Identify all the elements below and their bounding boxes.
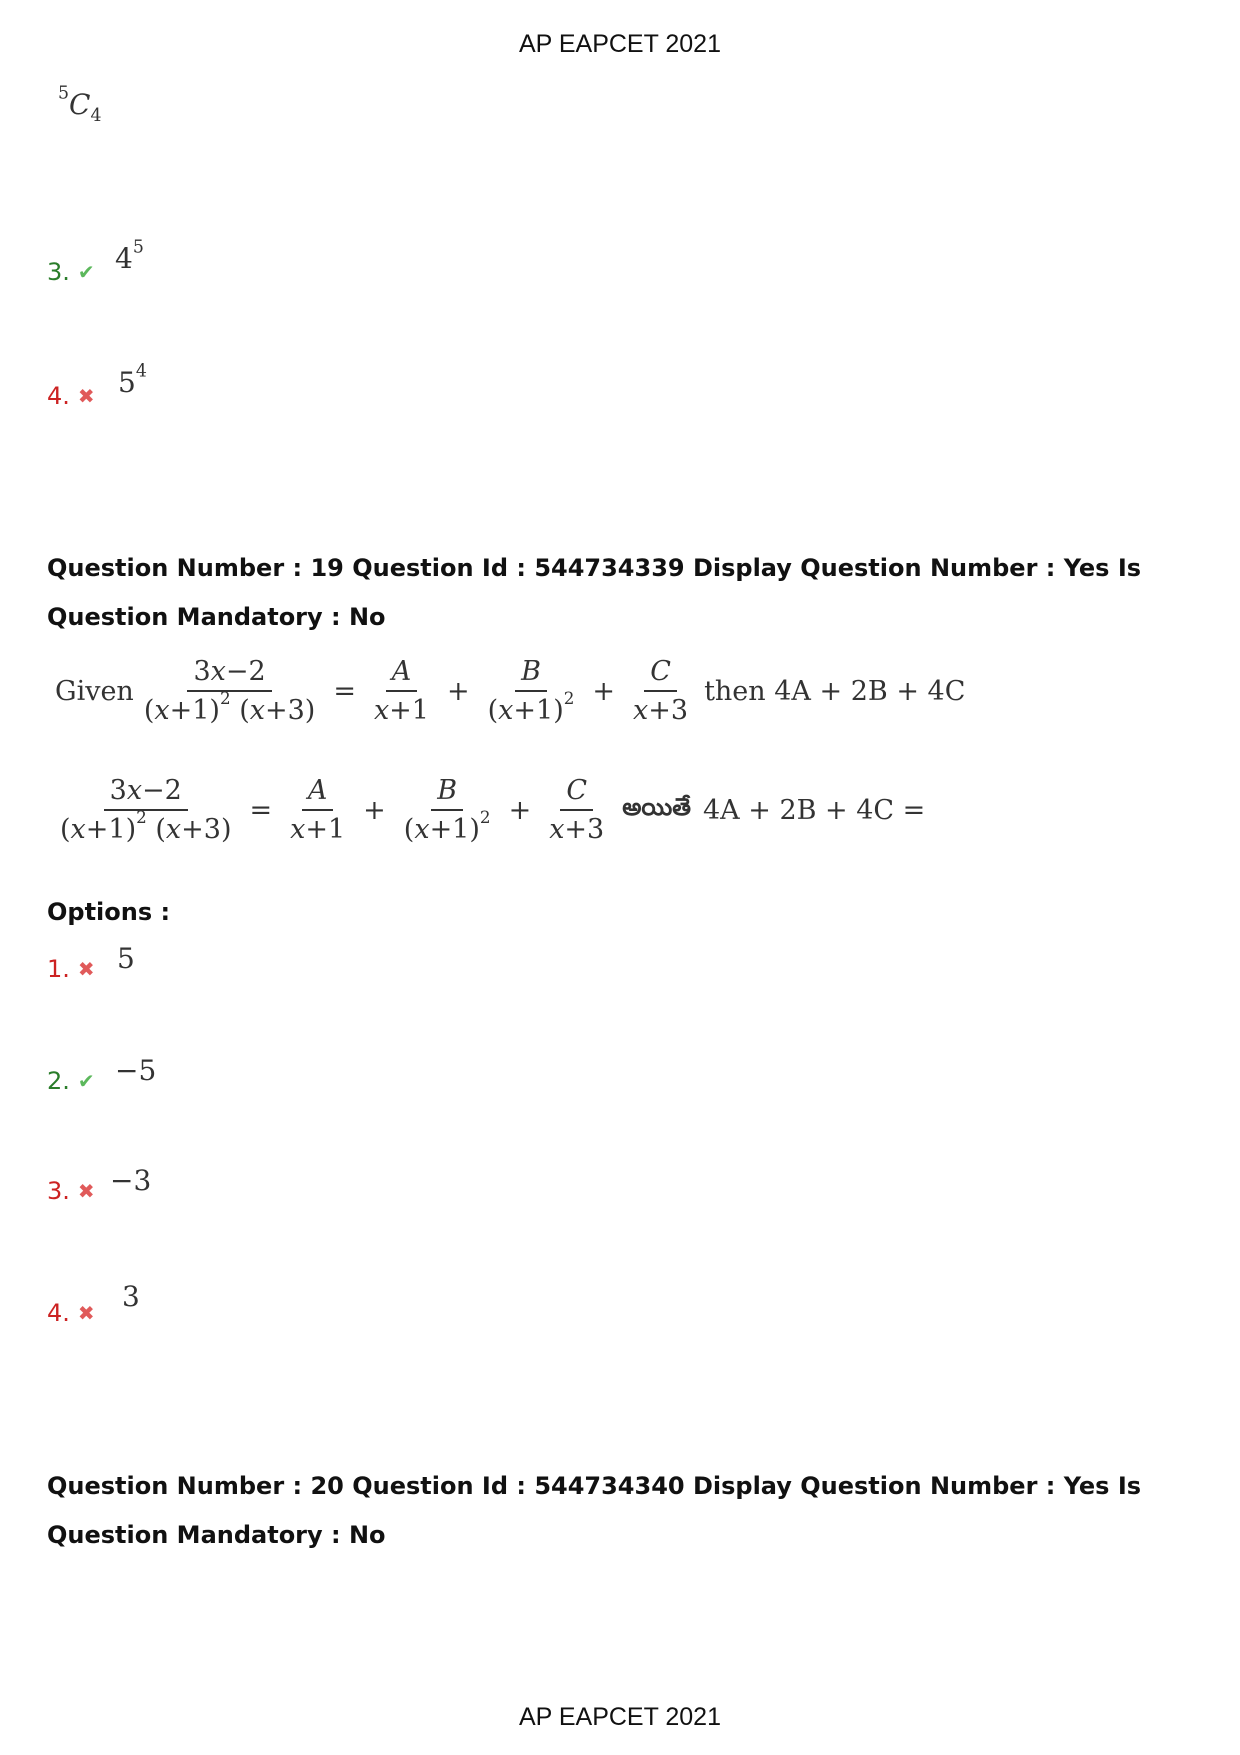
q19-option-3[interactable] — [47, 1177, 104, 1205]
then-text: then 4A + 2B + 4C — [704, 675, 966, 707]
prev-option-4[interactable] — [47, 382, 104, 410]
q19-option-4[interactable] — [47, 1299, 104, 1327]
q19-option-2-value: −5 — [115, 1054, 157, 1087]
cross-icon: ✖ — [77, 957, 95, 981]
telugu-tail: 4A + 2B + 4C = — [702, 794, 926, 826]
q19-option-1-value: 5 — [117, 942, 135, 975]
option-value-5c4: $^5C_4$ — [58, 83, 102, 126]
cross-icon: ✖ — [77, 384, 95, 408]
check-icon: ✔ — [77, 260, 95, 284]
option-number: 4. — [47, 382, 70, 410]
q19-option-2[interactable] — [47, 1067, 104, 1095]
option-number: 4. — [47, 1299, 70, 1327]
option-number: 1. — [47, 955, 70, 983]
q19-option-3-value: −3 — [110, 1164, 152, 1197]
option-number: 2. — [47, 1067, 70, 1095]
prev-option-3-value: $4^5$ — [115, 237, 144, 275]
page-footer: AP EAPCET 2021 — [519, 1703, 721, 1731]
question-19-telugu-equation: $\frac{3x-2}{(x+1)^2 (x+3)}$ = $\frac{A}{x+1}$ + $\frac{B}{(x+1)^2}$ + $\frac{C}{x+3}$ అయితే 4A + 2B + 4C = — [60, 775, 926, 845]
given-word: Given — [55, 675, 134, 707]
options-label: Options : — [47, 898, 171, 926]
prev-option-4-value: $5^4$ — [118, 361, 147, 399]
prev-option-3[interactable] — [47, 258, 104, 286]
question-19-english-equation: Given $\frac{3x-2}{(x+1)^2 (x+3)}$ = $\frac{A}{x+1}$ + $\frac{B}{(x+1)^2}$ + $\frac{C}{x+3}$ then 4A + 2B + 4C — [55, 656, 966, 726]
telugu-then-text: అయితే — [622, 793, 691, 821]
cross-icon: ✖ — [77, 1179, 95, 1203]
q19-option-4-value: 3 — [122, 1280, 140, 1313]
option-number: 3. — [47, 258, 70, 286]
option-number: 3. — [47, 1177, 70, 1205]
page-header: AP EAPCET 2021 — [519, 30, 721, 58]
question-19-header: Question Number : 19 Question Id : 544734339 Display Question Number : Yes Is Question Mandatory : No — [47, 554, 1142, 631]
q19-option-1[interactable] — [47, 955, 104, 983]
check-icon: ✔ — [77, 1069, 95, 1093]
question-20-header: Question Number : 20 Question Id : 544734340 Display Question Number : Yes Is Question Mandatory : No — [47, 1472, 1142, 1549]
cross-icon: ✖ — [77, 1301, 95, 1325]
